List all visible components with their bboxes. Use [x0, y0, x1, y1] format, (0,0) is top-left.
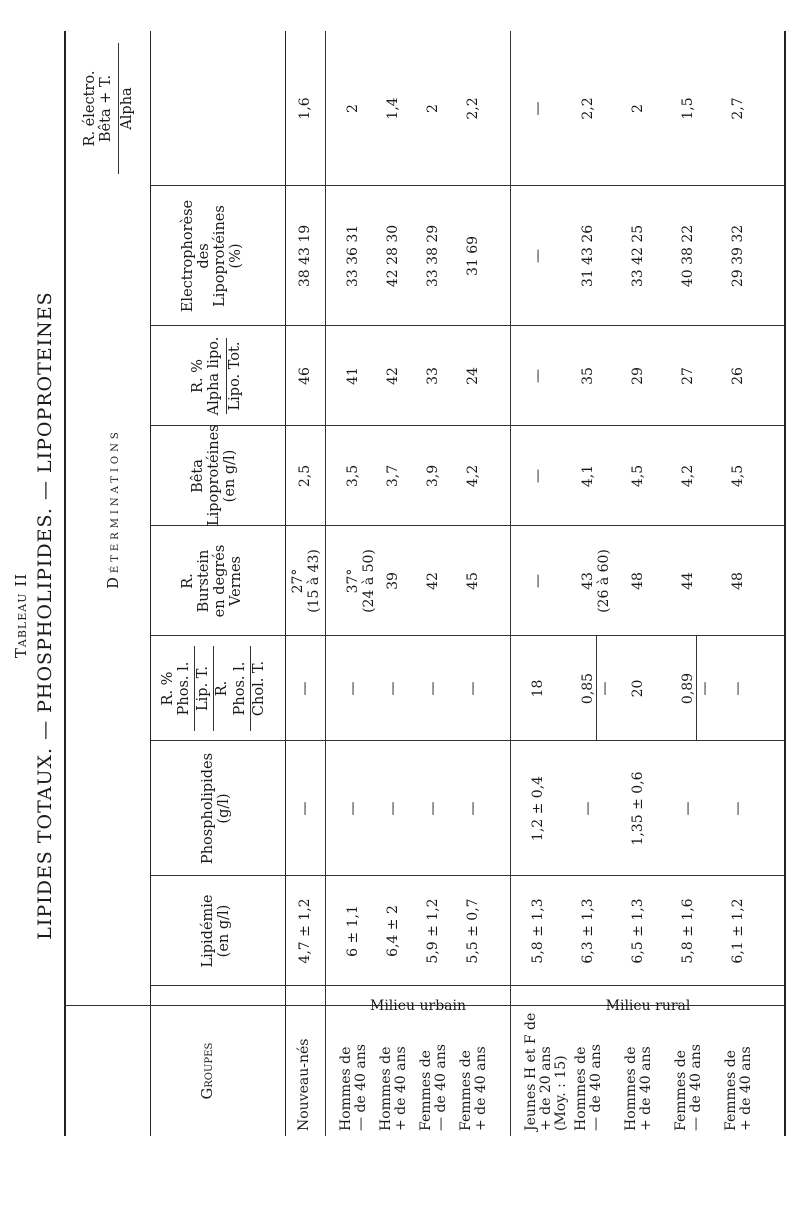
group-nouveau-nes: Nouveau-nés — [296, 1038, 312, 1131]
cell-ratio: 18 — [530, 679, 546, 698]
cell-phos: — — [385, 801, 401, 816]
cell-lipidemie: 6 ± 1,1 — [345, 905, 361, 957]
cell-electro: 40 38 22 — [680, 224, 696, 288]
group-label: Hommes de + de 40 ans — [623, 1046, 654, 1131]
cell-phos: — — [345, 801, 361, 816]
group-label: Femmes de — de 40 ans — [673, 1044, 704, 1131]
cell-ratio: 0,85 — — [580, 636, 613, 741]
cell-beta: 4,2 — [465, 464, 481, 488]
cell-burstein: 45 — [465, 572, 481, 590]
header-bottom-rule — [285, 31, 286, 1136]
table-caption: Tableau II — [12, 572, 30, 659]
group-label: Hommes de — de 40 ans — [573, 1044, 604, 1131]
cell-lipidemie: 5,5 ± 0,7 — [465, 898, 481, 964]
cell-relectro: 2,2 — [580, 97, 596, 120]
cell-phos: — — [297, 801, 313, 816]
cell-phos: — — [425, 801, 441, 816]
cell-ralpha: 41 — [345, 367, 361, 385]
cell-electro: 33 38 29 — [425, 224, 441, 288]
cell-ratio: 20 — [630, 679, 646, 698]
header-determinations: Déterminations — [106, 428, 122, 589]
cell-electro: 33 42 25 — [630, 224, 646, 288]
cell-electro: — — [530, 249, 546, 263]
group-label: Femmes de — de 40 ans — [418, 1044, 449, 1131]
cell-beta: 4,2 — [680, 464, 696, 488]
cell-lipidemie: 5,8 ± 1,6 — [680, 898, 696, 964]
cell-ralpha: 27 — [680, 367, 696, 385]
group-label: Femmes de + de 40 ans — [458, 1046, 489, 1131]
cell-beta: 4,1 — [580, 464, 596, 488]
cell-phos: — — [730, 801, 746, 816]
cell-phos: 1,35 ± 0,6 — [630, 771, 646, 846]
cell-ratio: 0,89 — — [680, 636, 713, 741]
cell-lipidemie: 4,7 ± 1,2 — [297, 898, 313, 964]
cell-burstein: 48 — [730, 572, 746, 590]
cell-ratio: — — [730, 681, 746, 696]
cell-relectro: — — [530, 101, 546, 116]
section-rule — [510, 31, 511, 1136]
milieu-rural-label: Milieu rural — [605, 998, 691, 1014]
cell-lipidemie: 6,5 ± 1,3 — [630, 898, 646, 964]
cell-ralpha: — — [530, 369, 546, 383]
cell-burstein: 27° (15 à 43) — [290, 549, 322, 613]
section-rule — [325, 31, 326, 1136]
cell-ratio: — — [345, 681, 361, 696]
group-label: Jeunes H et F de + de 20 ans (Moy. : 15) — [523, 1012, 569, 1131]
header-mid-rule — [150, 31, 151, 1136]
cell-relectro: 1,6 — [297, 97, 313, 120]
cell-ratio: — — [385, 681, 401, 696]
cell-burstein: 48 — [630, 572, 646, 590]
header-ratio-phos: R. % Phos. l. Lip. T. R. Phos. l. Chol. T. — [160, 636, 269, 741]
cell-beta: 3,7 — [385, 464, 401, 488]
header-electro: Electrophorèse des Lipoprotéines (%) — [180, 199, 244, 313]
cell-relectro: 1,5 — [680, 97, 696, 120]
cell-relectro: 2 — [630, 104, 646, 113]
cell-ralpha: 46 — [297, 367, 313, 385]
cell-beta: 2,5 — [297, 464, 313, 488]
bottom-rule — [784, 31, 786, 1136]
cell-burstein: 43 (26 à 60) — [580, 549, 612, 613]
cell-lipidemie: 5,9 ± 1,2 — [425, 898, 441, 964]
cell-ralpha: 29 — [630, 367, 646, 385]
header-phospholipides: Phospholipides (g/l) — [200, 752, 232, 865]
group-label: Hommes de + de 40 ans — [378, 1046, 409, 1131]
group-label: Hommes de — de 40 ans — [338, 1044, 369, 1131]
cell-electro: 33 36 31 — [345, 224, 361, 288]
cell-relectro: 2 — [425, 104, 441, 113]
cell-lipidemie: 5,8 ± 1,3 — [530, 898, 546, 964]
header-groupes: Groupes — [200, 1042, 216, 1100]
cell-electro: 38 43 19 — [297, 224, 313, 288]
cell-ralpha: 42 — [385, 367, 401, 385]
cell-beta: 3,5 — [345, 464, 361, 488]
top-rule — [64, 31, 66, 1136]
cell-burstein: 42 — [425, 572, 441, 590]
header-burstein: R. Burstein en degrés Vernes — [180, 544, 244, 618]
cell-ratio: — — [425, 681, 441, 696]
cell-electro: 29 39 32 — [730, 224, 746, 288]
cell-relectro: 2 — [345, 104, 361, 113]
cell-phos: 1,2 ± 0,4 — [530, 775, 546, 842]
header-lipidemie: Lipidémie (en g/l) — [200, 894, 232, 968]
header-relectro: R. électro. Bêta + T. Alpha — [64, 31, 135, 186]
cell-beta: — — [530, 469, 546, 483]
cell-electro: 42 28 30 — [385, 224, 401, 288]
cell-relectro: 1,4 — [385, 97, 401, 120]
cell-lipidemie: 6,4 ± 2 — [385, 905, 401, 957]
cell-relectro: 2,7 — [730, 97, 746, 120]
cell-ralpha: 33 — [425, 367, 441, 385]
group-label: Femmes de + de 40 ans — [723, 1046, 754, 1131]
cell-beta: 4,5 — [630, 464, 646, 488]
cell-lipidemie: 6,3 ± 1,3 — [580, 898, 596, 964]
cell-burstein: 44 — [680, 572, 696, 590]
header-beta: Bêta Lipoprotéines (en g/l) — [190, 424, 238, 526]
cell-beta: 3,9 — [425, 464, 441, 488]
milieu-urbain-label: Milieu urbain — [369, 998, 467, 1014]
cell-phos: — — [580, 801, 596, 816]
cell-phos: — — [465, 801, 481, 816]
table-title: LIPIDES TOTAUX. — PHOSPHOLIPIDES. — LIPOPROTEINES — [34, 291, 56, 940]
cell-electro: 31 69 — [465, 235, 481, 277]
header-ralpha: R. % Alpha lipo. Lipo. Tot. — [190, 336, 243, 416]
cell-relectro: 2,2 — [465, 97, 481, 120]
cell-burstein: 37° (24 à 50) — [345, 549, 377, 613]
cell-lipidemie: 6,1 ± 1,2 — [730, 898, 746, 964]
cell-ratio: — — [465, 681, 481, 696]
cell-ralpha: 26 — [730, 367, 746, 385]
cell-beta: 4,5 — [730, 464, 746, 488]
cell-burstein: — — [530, 574, 546, 588]
cell-phos: — — [680, 801, 696, 816]
cell-burstein: 39 — [385, 572, 401, 590]
cell-ralpha: 35 — [580, 367, 596, 385]
cell-ralpha: 24 — [465, 367, 481, 385]
cell-electro: 31 43 26 — [580, 224, 596, 288]
cell-ratio: — — [297, 681, 313, 696]
